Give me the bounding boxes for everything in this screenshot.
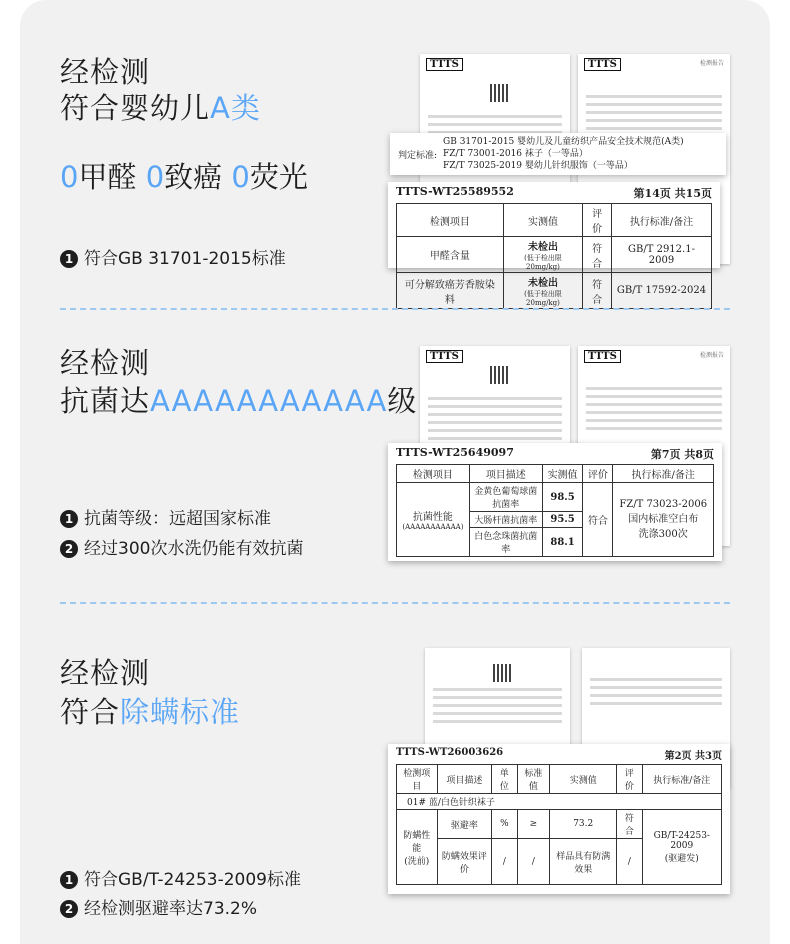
report-id: TTTS-WT26003626 [396,747,504,758]
table-cell: / [517,839,550,885]
value-note: (低于检出限20mg/kg) [524,254,562,271]
column-header: 检测项目 [397,204,504,237]
table-cell: 95.5 [542,512,583,528]
column-header: 实测值 [503,204,583,237]
value-text: 未检出 [527,278,558,289]
value-text: 未检出 [527,242,558,253]
column-header: 执行标准/备注 [613,465,714,483]
note-text: 经检测驱避率达73.2% [84,899,258,919]
table-cell: 大肠杆菌抗菌率 [469,512,542,528]
zero-number: 0 [231,160,250,194]
table-cell [642,810,721,885]
qr-code-icon [490,366,508,384]
value-note: (低于检出限20mg/kg) [524,290,562,307]
report-logo: TTTS [426,350,463,363]
column-header: 实测值 [542,465,583,483]
number-badge: 2 [60,900,78,918]
section-divider [60,308,730,310]
report-id: TTTS-WT25589552 [396,185,514,198]
item-sub: (洗前) [404,856,430,867]
report-table [396,764,722,885]
standard-line: FZ/T 73001-2016 袜子（一等品） [443,149,588,159]
table-row [397,237,712,273]
section2-title-line2 [60,382,417,420]
table-row [397,810,722,839]
standard-line: FZ/T 73025-2019 婴幼儿针织服饰（一等品） [443,161,633,171]
table-cell: % [492,810,517,839]
table-cell [397,483,470,557]
number-badge: 1 [60,871,78,889]
column-header: 检测项目 [397,465,470,483]
standards-card [390,133,726,175]
report-card [388,182,720,307]
zero-claims [60,158,308,196]
report-logo: TTTS [584,350,621,363]
section2-title-line1: 经检测 [60,346,151,380]
remark-text: 国内标准空白布 [628,514,699,525]
column-header: 执行标准/备注 [642,765,721,794]
section1-title-highlight: A类 [210,91,261,125]
item-grade: (AAAAAAAAAAA) [402,523,464,531]
report-badge: 检测报告 [699,352,724,359]
table-cell: 符合 [583,237,612,273]
number-badge: 1 [60,510,78,528]
column-header: 实测值 [550,765,617,794]
table-cell: GB/T 2912.1-2009 [612,237,712,273]
number-badge: 2 [60,540,78,558]
report-page: 第2页 共3页 [664,751,722,762]
report-table [396,464,714,557]
table-row [397,483,714,512]
section1-title-line1: 经检测 [60,55,151,89]
column-header: 项目描述 [437,765,492,794]
report-logo: TTTS [584,58,621,71]
table-row [397,273,712,309]
table-cell: 金黄色葡萄球菌抗菌率 [469,483,542,512]
number-badge: 1 [60,250,78,268]
zero-label: 荧光 [249,160,308,194]
report-page: 第7页 共8页 [650,448,714,461]
section3-title-line1: 经检测 [60,656,151,690]
table-cell: 驱避率 [437,810,492,839]
section3-title-highlight: 除螨标准 [120,695,241,729]
standard-line: GB 31701-2015 婴幼儿及儿童纺织产品安全技术规范(A类) [443,137,684,147]
column-header: 评价 [583,204,612,237]
table-cell: 符合 [583,273,612,309]
column-header: 评价 [617,765,642,794]
zero-number: 0 [60,160,79,194]
report-card [388,744,730,894]
standard-text: FZ/T 73023-2006 [619,499,708,510]
standard-text: GB/T-24253-2009 [653,830,710,851]
table-cell [613,483,714,557]
sample-row: 01# 蓝/白色针织袜子 [397,794,722,810]
section3-title-line2 [60,693,240,731]
column-header: 执行标准/备注 [612,204,712,237]
table-cell [503,237,583,273]
item-name: 防螨性能 [403,830,431,854]
section2-note-2 [60,534,303,564]
zero-label: 甲醛 [78,160,137,194]
table-cell: 甲醛含量 [397,237,504,273]
report-page: 第14页 共15页 [633,187,712,200]
table-cell: 88.1 [542,528,583,557]
section3-title-prefix: 符合 [60,695,121,729]
column-header: 项目描述 [469,465,542,483]
table-cell: ≥ [517,810,550,839]
table-cell: GB/T 17592-2024 [612,273,712,309]
standard-sub: (驱避发) [664,853,699,864]
section-divider [60,602,730,604]
table-cell: 73.2 [550,810,617,839]
zero-number: 0 [145,160,165,194]
qr-code-icon [490,84,508,102]
section2-note-1 [60,504,271,534]
note-text: 符合GB/T-24253-2009标准 [84,870,301,890]
table-cell: 可分解致癌芳香胺染料 [397,273,504,309]
section2-title-highlight: AAAAAAAAAAA [150,384,388,418]
table-cell [397,810,438,885]
table-cell: / [492,839,517,885]
item-name: 抗菌性能 [412,512,453,523]
section1-title-prefix: 符合婴幼儿 [60,91,211,125]
table-cell: / [617,839,642,885]
table-cell: 防螨效果评价 [437,839,492,885]
table-cell: 98.5 [542,483,583,512]
report-table [396,203,712,309]
report-id: TTTS-WT25649097 [396,446,514,459]
section2-title-suffix: 级 [387,384,418,418]
standards-label: 判定标准: [398,151,438,161]
report-badge: 检测报告 [699,60,724,67]
table-cell: 符合 [617,810,642,839]
table-cell: 符合 [583,483,613,557]
remark-text: 洗涤300次 [638,529,688,540]
section3-note-1 [60,865,301,895]
table-row [397,794,722,810]
column-header: 检测项目 [397,765,438,794]
note-text: 符合GB 31701-2015标准 [84,249,286,269]
note-text: 抗菌等级：远超国家标准 [84,509,271,529]
qr-code-icon [493,664,511,682]
column-header: 评价 [583,465,613,483]
column-header: 标准值 [517,765,550,794]
table-cell [503,273,583,309]
report-logo: TTTS [426,58,463,71]
report-card [388,443,722,561]
table-cell: 样品具有防满效果 [550,839,617,885]
column-header: 单位 [492,765,517,794]
note-text: 经过300次水洗仍能有效抗菌 [84,539,304,559]
section2-title-prefix: 抗菌达 [60,384,151,418]
section1-note-1 [60,244,286,274]
zero-label: 致癌 [164,160,223,194]
section3-note-2 [60,894,257,924]
section1-title-line2 [60,89,261,127]
table-cell: 白色念珠菌抗菌率 [469,528,542,557]
